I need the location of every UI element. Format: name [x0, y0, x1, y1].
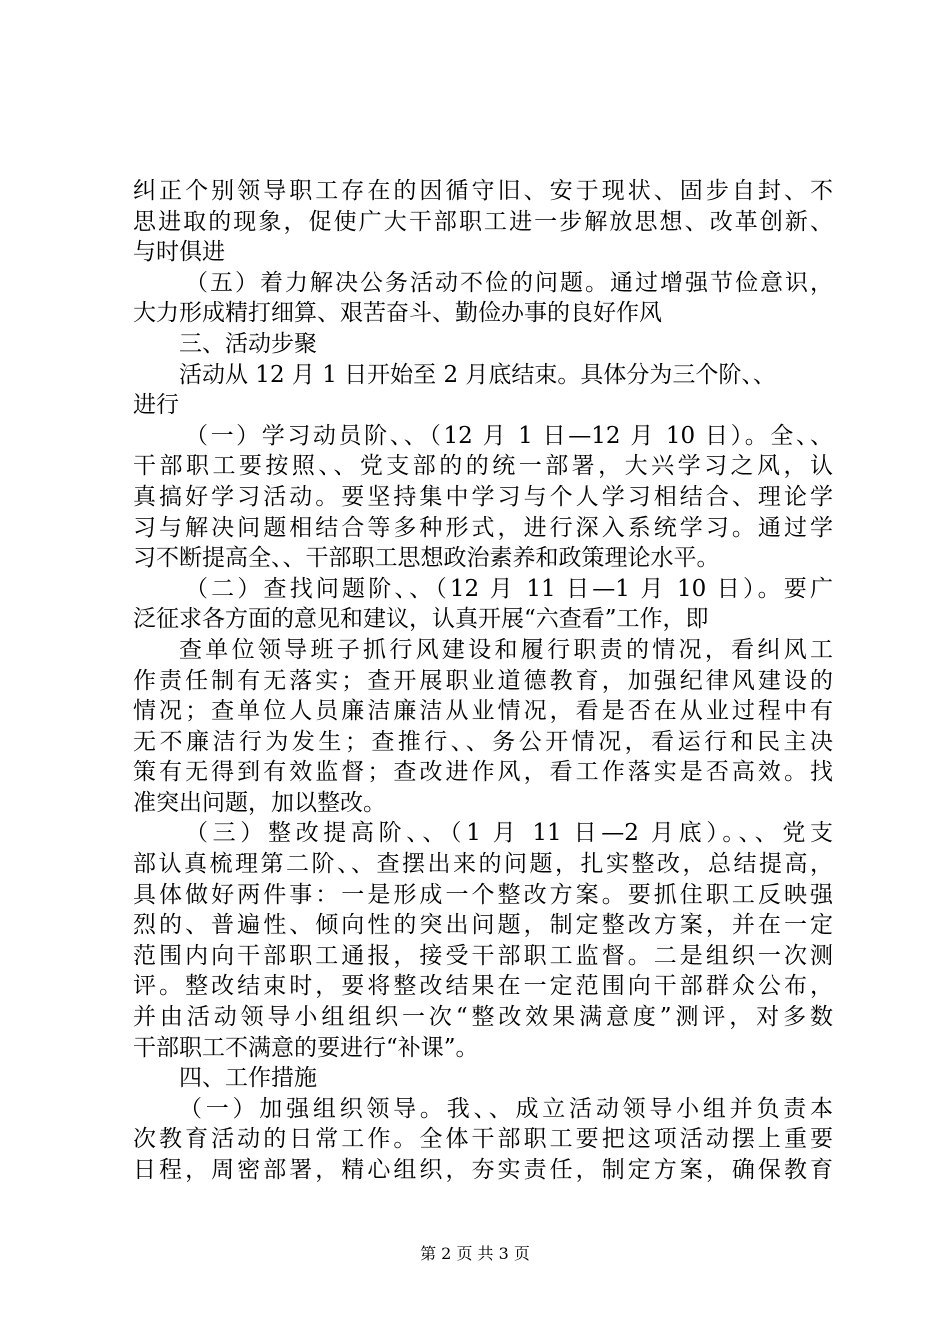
text-line: 思进取的现象，促使广大干部职工进一步解放思想、改革创新、	[133, 208, 833, 235]
text-line: 干部职工不满意的要进行“补课”。	[133, 1034, 479, 1061]
text-line: 三、活动步聚	[179, 330, 317, 357]
text-line: （一）加强组织领导。我、、成立活动领导小组并负责本	[179, 1095, 833, 1122]
text-line: 作责任制有无落实；查开展职业道德教育，加强纪律风建设的	[133, 667, 833, 694]
text-line: （三）整改提高阶、、（1 月 11 日—2 月底）。、、党支	[185, 820, 833, 847]
text-line: 进行	[133, 392, 179, 419]
text-line: 纠正个别领导职工存在的因循守旧、安于现状、固步自封、不	[133, 178, 833, 204]
text-line: 评。整改结束时，要将整改结果在一定范围向干部群众公布，	[133, 973, 833, 1000]
text-line: 次教育活动的日常工作。全体干部职工要把这项活动摆上重要	[133, 1126, 833, 1153]
text-line: 泛征求各方面的意见和建议，认真开展“六查看”工作，即	[133, 606, 709, 633]
text-line: （五）着力解决公务活动不俭的问题。通过增强节俭意识，	[185, 269, 833, 296]
text-line: （一）学习动员阶、、（12 月 1 日—12 月 10 日）。全、、	[185, 422, 833, 449]
text-line: 范围内向干部职工通报，接受干部职工监督。二是组织一次测	[133, 942, 833, 969]
text-line: 四、工作措施	[179, 1065, 317, 1092]
text-line: 烈的、普遍性、倾向性的突出问题，制定整改方案，并在一定	[133, 912, 833, 939]
text-line: 部认真梳理第二阶、、查摆出来的问题，扎实整改，总结提高，	[133, 851, 833, 878]
text-line: 查单位领导班子抓行风建设和履行职责的情况，看纠风工	[179, 636, 833, 663]
text-line: 无不廉洁行为发生；查推行、、务公开情况，看运行和民主决	[133, 728, 833, 755]
text-line: 大力形成精打细算、艰苦奋斗、勤俭办事的良好作风	[133, 300, 662, 327]
text-line: 习不断提高全、、干部职工思想政治素养和政策理论水平。	[133, 545, 720, 572]
text-line: 并由活动领导小组组织一次“整改效果满意度”测评，对多数	[133, 1004, 833, 1031]
text-line: 日程，周密部署，精心组织，夯实责任，制定方案，确保教育	[133, 1157, 833, 1183]
text-line: 习与解决问题相结合等多种形式，进行深入系统学习。通过学	[133, 514, 833, 541]
text-line: 策有无得到有效监督；查改进作风，看工作落实是否高效。找	[133, 759, 833, 786]
text-line: 具体做好两件事：一是形成一个整改方案。要抓住职工反映强	[133, 881, 833, 908]
text-line: 准突出问题，加以整改。	[133, 789, 386, 816]
text-line: 与时俱进	[133, 239, 225, 266]
text-line: 情况；查单位人员廉洁廉洁从业情况，看是否在从业过程中有	[133, 698, 833, 725]
text-line: （二）查找问题阶、、（12 月 11 日—1 月 10 日）。要广	[185, 575, 833, 602]
text-line: 活动从 12 月 1 日开始至 2 月底结束。具体分为三个阶、、	[179, 361, 776, 388]
document-body	[133, 176, 833, 1186]
text-line: 真搞好学习活动。要坚持集中学习与个人学习相结合、理论学	[133, 483, 833, 510]
text-line: 干部职工要按照、、党支部的的统一部署，大兴学习之风，认	[133, 453, 833, 480]
page-footer: 第 2 页 共 3 页	[420, 1244, 530, 1263]
